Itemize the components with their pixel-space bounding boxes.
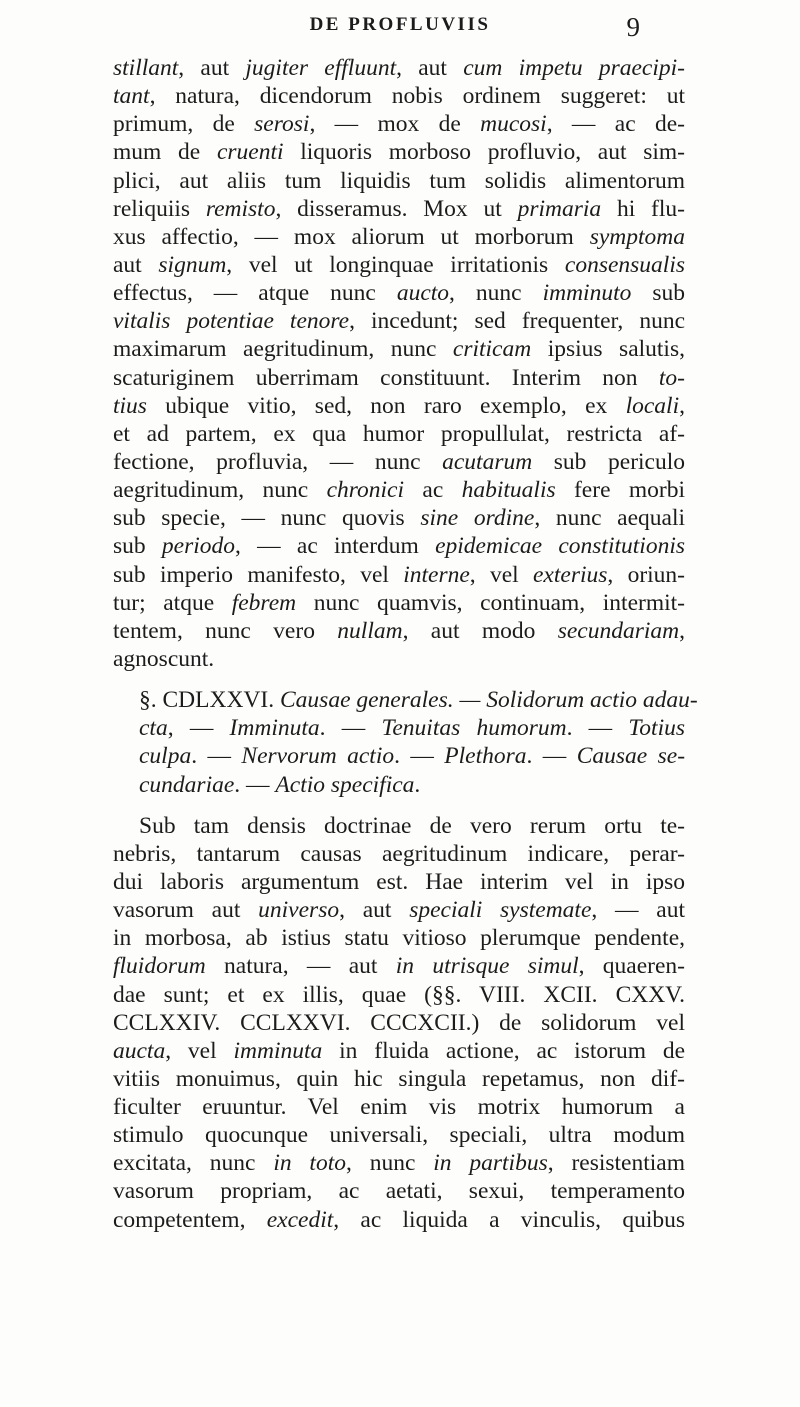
roman-text: competentem,: [113, 1206, 267, 1233]
roman-text: excitata, nunc: [113, 1150, 274, 1177]
italic-text: signum: [158, 251, 227, 278]
roman-text: dae sunt; et ex illis, quae (§§. VIII. XCII. CXXV.: [113, 981, 685, 1008]
text-line: [113, 335, 685, 363]
italic-text: exterius: [533, 561, 608, 588]
roman-text: in morbosa, ab istius statu vitioso plerumque pendente,: [113, 925, 685, 952]
text-line: [113, 251, 685, 279]
italic-text: imminuto: [542, 280, 632, 307]
text-line: [113, 742, 685, 770]
text-line: [113, 54, 685, 82]
roman-text: . —: [191, 743, 242, 770]
italic-text: habitualis: [461, 477, 556, 504]
text-line: [113, 714, 685, 742]
italic-text: mucosi: [480, 111, 547, 138]
text-line: [113, 896, 685, 924]
page-number: 9: [626, 12, 640, 42]
italic-text: primaria: [517, 195, 602, 222]
roman-text: , nunc: [346, 1150, 434, 1177]
text-line: [113, 476, 685, 504]
italic-text: serosi: [254, 111, 310, 138]
italic-text: Plethora: [444, 743, 527, 770]
text-line: [113, 1093, 685, 1121]
paragraph-2: [113, 812, 685, 1234]
roman-text: tur; atque: [113, 589, 232, 616]
text-line: [113, 645, 685, 673]
roman-text: , quaeren-: [578, 953, 686, 980]
roman-text: . —: [526, 743, 577, 770]
roman-text: stimulo quocunque universali, speciali, ultra modum: [113, 1122, 685, 1149]
italic-text: Imminuta: [229, 715, 320, 742]
text-line: [113, 771, 685, 799]
italic-text: symptoma: [589, 223, 685, 250]
running-title: DE PROFLUVIIS: [309, 14, 491, 35]
roman-text: effectus, — atque nunc: [113, 280, 397, 307]
section-gap: [113, 673, 685, 686]
text-line: [113, 1121, 685, 1149]
italic-text: cta: [139, 715, 168, 742]
italic-text: locali: [625, 392, 680, 419]
roman-text: reliquiis: [113, 195, 206, 222]
roman-text: , aut modo: [402, 617, 558, 644]
text-line: [113, 448, 685, 476]
italic-text: in toto: [273, 1150, 346, 1177]
text-line: [113, 223, 685, 251]
italic-text: in utrisque simul: [395, 953, 579, 980]
italic-text: aucta: [113, 1037, 166, 1064]
text-line: [113, 279, 685, 307]
italic-text: cum impetu praecipi-: [463, 55, 685, 81]
italic-text: nullam: [337, 617, 403, 644]
roman-text: , resistentiam: [547, 1150, 686, 1177]
roman-text: , aut: [396, 55, 464, 81]
roman-text: §. CDLXXVI.: [139, 687, 280, 714]
roman-text: maximarum aegritudinum, nunc: [113, 336, 453, 363]
roman-text: xus affectio, — mox aliorum ut morborum: [113, 223, 590, 250]
roman-text: tentem, nunc vero: [113, 617, 338, 644]
roman-text: , nunc aequali: [534, 505, 686, 532]
roman-text: , ac liquida a vinculis, quibus: [333, 1206, 685, 1233]
roman-text: , vel: [469, 561, 533, 588]
section-heading: [113, 686, 698, 799]
italic-text: interne: [403, 561, 470, 588]
italic-text: chronici: [326, 477, 405, 504]
italic-text: speciali systemate: [409, 897, 592, 924]
text-line: [113, 686, 698, 714]
italic-text: in partibus: [433, 1150, 548, 1177]
text-line: [113, 504, 685, 532]
text-line: [113, 392, 685, 420]
roman-text: hi flu-: [601, 195, 685, 222]
roman-text: nebris, tantarum causas aegritudinum indicare, perar-: [113, 840, 685, 867]
italic-text: acutarum: [442, 448, 533, 475]
text-line: [113, 589, 685, 617]
italic-text: Tenuitas humorum: [381, 715, 567, 742]
italic-text: secundariam: [557, 617, 680, 644]
text-line: [113, 195, 685, 223]
text-line: [113, 1009, 685, 1037]
italic-text: febrem: [231, 589, 297, 616]
italic-text: Actio specifica: [275, 771, 415, 798]
roman-text: , vel: [165, 1037, 234, 1064]
roman-text: , —: [167, 715, 230, 742]
roman-text: ac: [404, 477, 462, 504]
roman-text: , aut: [178, 55, 246, 81]
roman-text: aegritudinum, nunc: [113, 477, 327, 504]
text-line: [113, 1065, 685, 1093]
roman-text: primum, de: [113, 111, 255, 138]
roman-text: Sub tam densis doctrinae de vero rerum ortu te-: [139, 812, 685, 839]
roman-text: sub periculo: [532, 448, 686, 475]
roman-text: dui laboris argumentum est. Hae interim vel in ipso: [113, 868, 685, 895]
text-line: [113, 924, 685, 952]
italic-text: Causae generales. — Solidorum actio adau-: [280, 687, 698, 714]
roman-text: , nunc: [449, 280, 543, 307]
roman-text: , incedunt; sed frequenter, nunc: [349, 308, 686, 335]
italic-text: Totius: [628, 715, 686, 742]
text-line: [113, 812, 685, 840]
italic-text: vitalis potentiae tenore: [113, 308, 350, 335]
roman-text: , oriun-: [607, 561, 685, 588]
roman-text: vasorum aut: [113, 897, 259, 924]
roman-text: , — mox de: [309, 111, 481, 138]
roman-text: vitiis monuimus, quin hic singula repetamus, non dif-: [113, 1065, 685, 1092]
italic-text: tius: [113, 392, 147, 419]
roman-text: , — ac de-: [546, 111, 685, 138]
italic-text: stillant: [113, 55, 179, 81]
roman-text: ,: [679, 617, 685, 644]
roman-text: , — aut: [591, 897, 685, 924]
roman-text: ipsius salutis,: [531, 336, 685, 363]
roman-text: .: [414, 771, 421, 798]
text-line: [113, 364, 685, 392]
text-line: [113, 952, 685, 980]
italic-text: jugiter effluunt: [245, 55, 397, 81]
roman-text: . —: [234, 771, 276, 798]
text-line: [113, 532, 685, 560]
roman-text: , disseramus. Mox ut: [275, 195, 518, 222]
roman-text: aut: [113, 251, 159, 278]
italic-text: Nervorum actio: [241, 743, 395, 770]
roman-text: . —: [566, 715, 629, 742]
paragraph-1: [113, 54, 685, 673]
body-text: [113, 54, 698, 1234]
text-line: [113, 82, 685, 110]
italic-text: excedit: [266, 1206, 334, 1233]
roman-text: ubique vitio, sed, non raro exemplo, ex: [146, 392, 626, 419]
roman-text: fere morbi: [555, 477, 685, 504]
roman-text: liquoris morboso profluvio, aut sim-: [283, 139, 685, 166]
italic-text: culpa: [139, 743, 192, 770]
roman-text: mum de: [113, 139, 217, 166]
text-line: [113, 1037, 685, 1065]
text-line: [113, 868, 685, 896]
text-line: [113, 1149, 685, 1177]
italic-text: to-: [658, 364, 685, 391]
roman-text: sub: [631, 280, 685, 307]
section-gap: [113, 799, 685, 812]
text-line: [113, 307, 685, 335]
roman-text: sub: [113, 533, 162, 560]
roman-text: sub imperio manifesto, vel: [113, 561, 404, 588]
running-head: [0, 12, 800, 46]
text-line: [113, 138, 685, 166]
italic-text: Causae se-: [576, 743, 686, 770]
italic-text: criticam: [452, 336, 532, 363]
italic-text: consensualis: [564, 251, 685, 278]
italic-text: periodo: [161, 533, 236, 560]
roman-text: , natura, dicendorum nobis ordinem suggeret: ut: [149, 83, 685, 110]
text-line: [113, 167, 685, 195]
roman-text: natura, — aut: [205, 953, 396, 980]
roman-text: . —: [319, 715, 382, 742]
italic-text: fluidorum: [113, 953, 206, 980]
italic-text: sine ordine: [420, 505, 535, 532]
italic-text: remisto: [205, 195, 276, 222]
text-line: [113, 1177, 685, 1205]
roman-text: agnoscunt.: [113, 645, 215, 672]
roman-text: CCLXXIV. CCLXXVI. CCCXCII.) de solidorum vel: [113, 1009, 685, 1036]
italic-text: cundariae: [139, 771, 235, 798]
text-line: [113, 1206, 685, 1234]
text-line: [113, 561, 685, 589]
roman-text: vasorum propriam, ac aetati, sexui, temperamento: [113, 1178, 685, 1205]
roman-text: , aut: [339, 897, 410, 924]
roman-text: in fluida actione, ac istorum de: [322, 1037, 685, 1064]
roman-text: et ad partem, ex qua humor propullulat, restricta af-: [113, 420, 685, 447]
roman-text: fectione, profluvia, — nunc: [113, 448, 443, 475]
roman-text: nunc quamvis, continuam, intermit-: [296, 589, 685, 616]
roman-text: ,: [679, 392, 685, 419]
text-line: [113, 110, 685, 138]
italic-text: epidemicae constitutionis: [435, 533, 685, 560]
roman-text: , — ac interdum: [235, 533, 436, 560]
roman-text: sub specie, — nunc quovis: [113, 505, 421, 532]
italic-text: tant: [113, 83, 150, 110]
roman-text: ficulter eruuntur. Vel enim vis motrix humorum a: [113, 1094, 685, 1121]
italic-text: imminuta: [233, 1037, 323, 1064]
roman-text: , vel ut longinquae irritationis: [226, 251, 565, 278]
text-line: [113, 840, 685, 868]
roman-text: plici, aut aliis tum liquidis tum solidis alimentorum: [113, 167, 685, 194]
italic-text: universo: [258, 897, 340, 924]
roman-text: . —: [394, 743, 445, 770]
text-line: [113, 420, 685, 448]
italic-text: cruenti: [216, 139, 284, 166]
roman-text: scaturiginem uberrimam constituunt. Interim non: [113, 364, 659, 391]
italic-text: aucto: [396, 280, 450, 307]
text-line: [113, 981, 685, 1009]
text-line: [113, 617, 685, 645]
